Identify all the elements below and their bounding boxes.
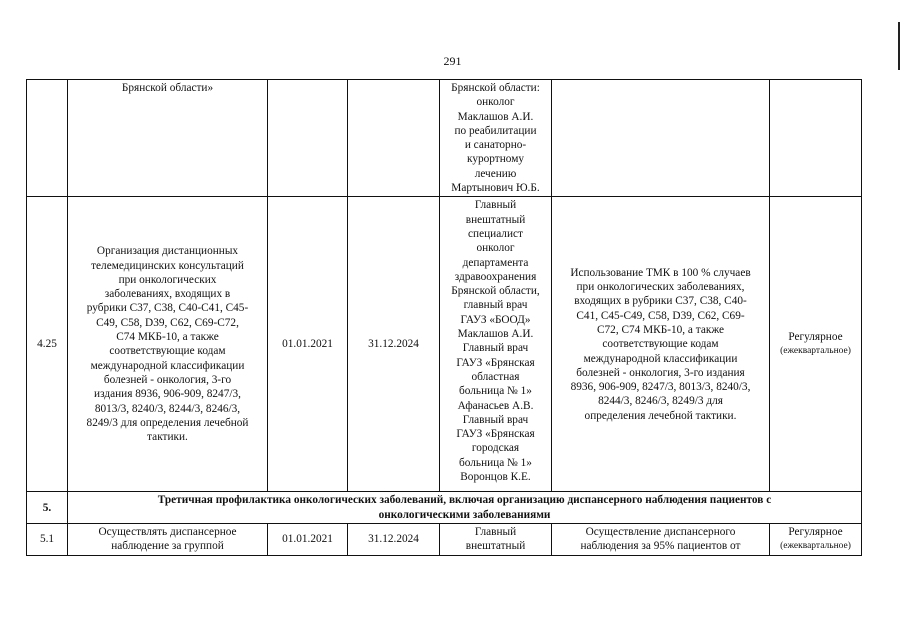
- responsible-cell: Главный внештатный: [440, 523, 552, 555]
- frequency-note: (ежеквартальное): [780, 346, 851, 357]
- frequency-cell: [770, 197, 862, 492]
- start-date-cell: 01.01.2021: [268, 197, 348, 492]
- page-number: 291: [443, 54, 462, 68]
- measure-cell: Организация дистанционных телемедицинских консультаций при онкологических заболеваниях, входящих в рубрики С37, С38, С40-С41, С45- С49, С58, D39, С62, С69-С72, С74 МКБ-10, а также соответствующие кодам международной классификации болезней - онкология, 3-го издания 8936, 906-909, 8247/3, 8013/3, 8240/3, 8244/3, 8246/3, 8249/3 для определения лечебной тактики.: [68, 197, 268, 492]
- activity-table: [26, 79, 862, 556]
- responsible-cell: Брянской области: онколог Маклашов А.И. по реабилитации и санаторно- курортному лечению Мартынович Ю.Б.: [440, 80, 552, 197]
- start-date-cell: 01.01.2021: [268, 523, 348, 555]
- end-date-cell: 31.12.2024: [348, 197, 440, 492]
- frequency-cell: [770, 80, 862, 197]
- indicator-cell: [552, 80, 770, 197]
- table-row-continued: [27, 80, 862, 197]
- row-number: [27, 80, 68, 197]
- row-number: 4.25: [27, 197, 68, 492]
- indicator-cell: Осуществление диспансерного наблюдения за 95% пациентов от: [552, 523, 770, 555]
- section-number: 5.: [27, 492, 68, 524]
- frequency-note: (ежеквартальное): [780, 541, 851, 552]
- indicator-cell: Использование ТМК в 100 % случаев при онкологических заболеваниях, входящих в рубрики С37, С38, С40- С41, С45-С49, С58, D39, С62, С69- С72, С74 МКБ-10, а также соответствующие кодам международной классификации болезней - онкология, 3-го издания 8936, 906-909, 8247/3, 8013/3, 8240/3, 8244/3, 8246/3, 8249/3 для определения лечебной тактики.: [552, 197, 770, 492]
- frequency-label: Регулярное: [788, 331, 843, 344]
- end-date-cell: 31.12.2024: [348, 523, 440, 555]
- row-number: 5.1: [27, 523, 68, 555]
- responsible-cell: Главный внештатный специалист онколог департамента здравоохранения Брянской области, главный врач ГАУЗ «БООД» Маклашов А.И. Главный врач ГАУЗ «Брянская областная больница № 1» Афанасьев А.В. Главный врач ГАУЗ «Брянская городская больница № 1» Воронцов К.Е.: [440, 197, 552, 492]
- table-row-4-25: [27, 197, 862, 492]
- measure-cell: Брянской области»: [68, 80, 268, 197]
- start-date-cell: [268, 80, 348, 197]
- section-title: Третичная профилактика онкологических заболеваний, включая организацию диспансерного наблюдения пациентов с онкологическими заболеваниями: [68, 492, 862, 524]
- measure-cell: Осуществлять диспансерное наблюдение за группой: [68, 523, 268, 555]
- table-row-5-1: [27, 523, 862, 555]
- frequency-label: Регулярное: [788, 525, 843, 538]
- section-header-row: [27, 492, 862, 524]
- end-date-cell: [348, 80, 440, 197]
- frequency-cell: [770, 523, 862, 555]
- scan-edge-mark: [898, 22, 900, 70]
